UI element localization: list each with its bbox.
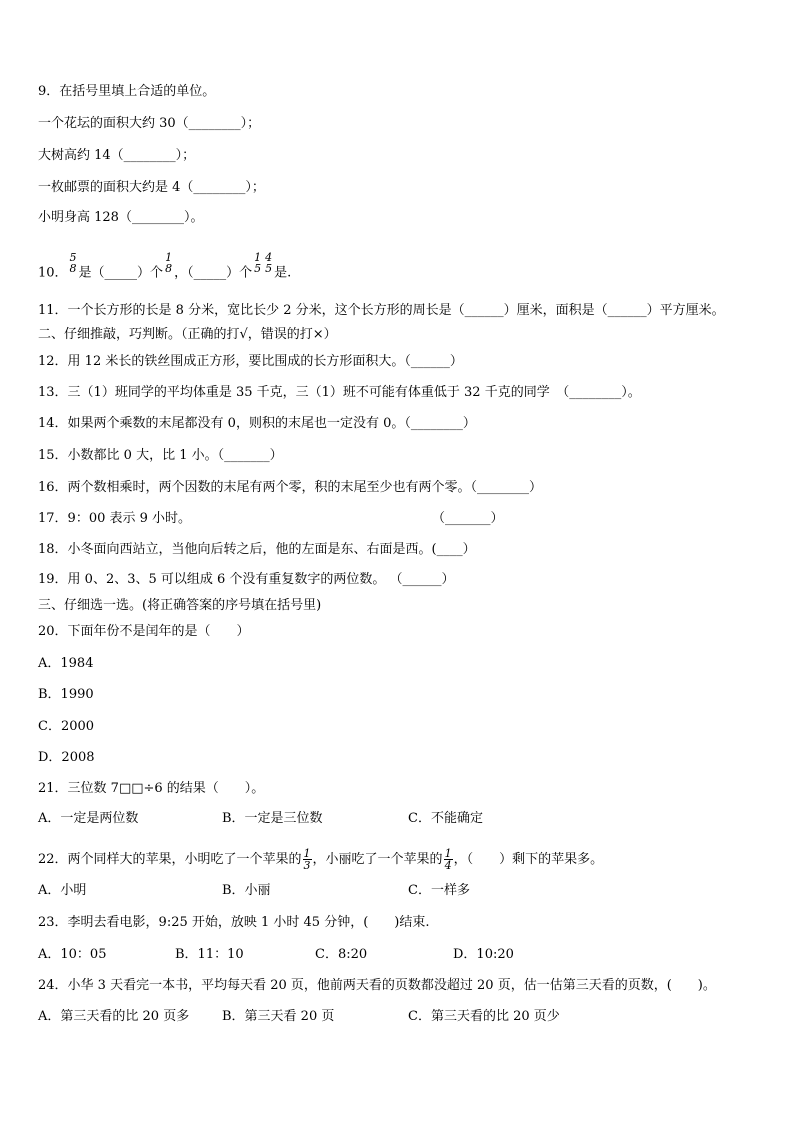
fraction-denominator: 3 <box>303 859 311 872</box>
fraction-1-5 <box>253 252 262 274</box>
question-19: 19．用 0、2、3、5 可以组成 6 个没有重复数字的两位数。 （______） <box>38 572 455 587</box>
question-22-stem <box>38 848 603 871</box>
question-10 <box>38 251 292 284</box>
fraction-denominator: 8 <box>69 262 77 275</box>
q22-stem-c: ，（ ）剩下的苹果多。 <box>453 852 604 867</box>
q22-stem-a: 22．两个同样大的苹果，小明吃了一个苹果的 <box>38 852 302 867</box>
fraction-5-8 <box>69 252 78 274</box>
question-9-line-1: 一个花坛的面积大约 30（________）； <box>38 116 261 131</box>
fraction-1-3 <box>303 848 312 871</box>
question-9-line-2: 大树高约 14（________）； <box>38 148 196 163</box>
question-11: 11．一个长方形的长是 8 分米，宽比长少 2 分米，这个长方形的周长是（______）厘米，面积是（______）平方厘米。 <box>38 303 725 318</box>
question-21-stem: 21．三位数 7□□÷6 的结果（ ）。 <box>38 781 265 796</box>
fraction-denominator: 5 <box>254 262 262 275</box>
q24-option-a: A．第三天看的比 20 页多 <box>38 1009 190 1024</box>
q22-option-b: B．小丽 <box>222 883 271 898</box>
fraction-numerator: 1 <box>254 251 262 264</box>
section-2-heading: 二、仔细推敲，巧判断。（正确的打√，错误的打×） <box>38 327 337 342</box>
question-17 <box>38 511 504 527</box>
q23-option-c: C．8:20 <box>315 947 368 962</box>
q22-option-c: C．一样多 <box>408 883 470 898</box>
fraction-denominator: 4 <box>444 859 452 872</box>
q21-option-a: A．一定是两位数 <box>38 811 139 826</box>
section-3-heading: 三、仔细选一选。(将正确答案的序号填在括号里) <box>38 598 322 613</box>
fraction-numerator: 4 <box>265 251 273 264</box>
q22-stem-b: ，小丽吃了一个苹果的 <box>312 852 443 867</box>
q23-option-a: A．10：05 <box>38 947 107 962</box>
question-20-stem: 20．下面年份不是闰年的是（ ） <box>38 624 250 639</box>
q24-option-b: B．第三天看 20 页 <box>222 1009 335 1024</box>
question-23-stem: 23．李明去看电影，9:25 开始，放映 1 小时 45 分钟，( )结束. <box>38 915 430 930</box>
fraction-1-4 <box>444 848 453 871</box>
q24-option-c: C．第三天看的比 20 页少 <box>408 1009 560 1024</box>
fraction-denominator: 8 <box>165 262 173 275</box>
question-9-line-4: 小明身高 128（________）。 <box>38 210 204 225</box>
q20-option-d: D．2008 <box>38 750 95 765</box>
q23-option-d: D．10:20 <box>453 947 514 962</box>
q10-text-2: ，（_____）个 <box>174 265 253 281</box>
q20-option-c: C．2000 <box>38 719 95 734</box>
fraction-denominator: 5 <box>265 262 273 275</box>
question-16: 16．两个数相乘时，两个因数的末尾有两个零，积的末尾至少也有两个零。（________） <box>38 480 543 495</box>
q21-option-b: B．一定是三位数 <box>222 811 323 826</box>
q10-prefix: 10． <box>38 265 68 281</box>
question-14: 14．如果两个乘数的末尾都没有 0，则积的末尾也一定没有 0。（________） <box>38 416 476 431</box>
q10-text-4: . <box>287 265 292 281</box>
question-9-line-3: 一枚邮票的面积大约是 4（________）； <box>38 180 265 195</box>
question-18: 18．小冬面向西站立，当他向后转之后，他的左面是东、右面是西。(____） <box>38 542 476 557</box>
q10-text-1: 是（_____）个 <box>78 265 164 281</box>
question-15: 15．小数都比 0 大，比 1 小。（_______） <box>38 448 283 463</box>
question-12: 12．用 12 米长的铁丝围成正方形，要比围成的长方形面积大。（______） <box>38 354 463 369</box>
question-13: 13．三（1）班同学的平均体重是 35 千克，三（1）班不可能有体重低于 32 千克的同学 （________）。 <box>38 385 641 400</box>
question-9-title: 9．在括号里填上合适的单位。 <box>38 84 216 99</box>
fraction-1-8 <box>164 252 173 274</box>
q22-option-a: A．小明 <box>38 883 87 898</box>
q17-text: 17．9：00 表示 9 小时。 <box>38 511 192 526</box>
q10-text-3: 是 <box>274 265 288 281</box>
fraction-numerator: 1 <box>444 847 452 860</box>
q20-option-b: B．1990 <box>38 687 94 702</box>
q23-option-b: B．11：10 <box>175 947 244 962</box>
fraction-4-5 <box>264 252 273 274</box>
q20-option-a: A．1984 <box>38 656 94 671</box>
fraction-numerator: 1 <box>165 251 173 264</box>
q21-option-c: C．不能确定 <box>408 811 483 826</box>
fraction-numerator: 1 <box>303 847 311 860</box>
question-24-stem: 24．小华 3 天看完一本书，平均每天看 20 页，他前两天看的页数都没超过 20 页，估一估第三天看的页数，( )。 <box>38 978 716 993</box>
q17-blank: （_______） <box>432 511 504 526</box>
fraction-numerator: 5 <box>69 251 77 264</box>
